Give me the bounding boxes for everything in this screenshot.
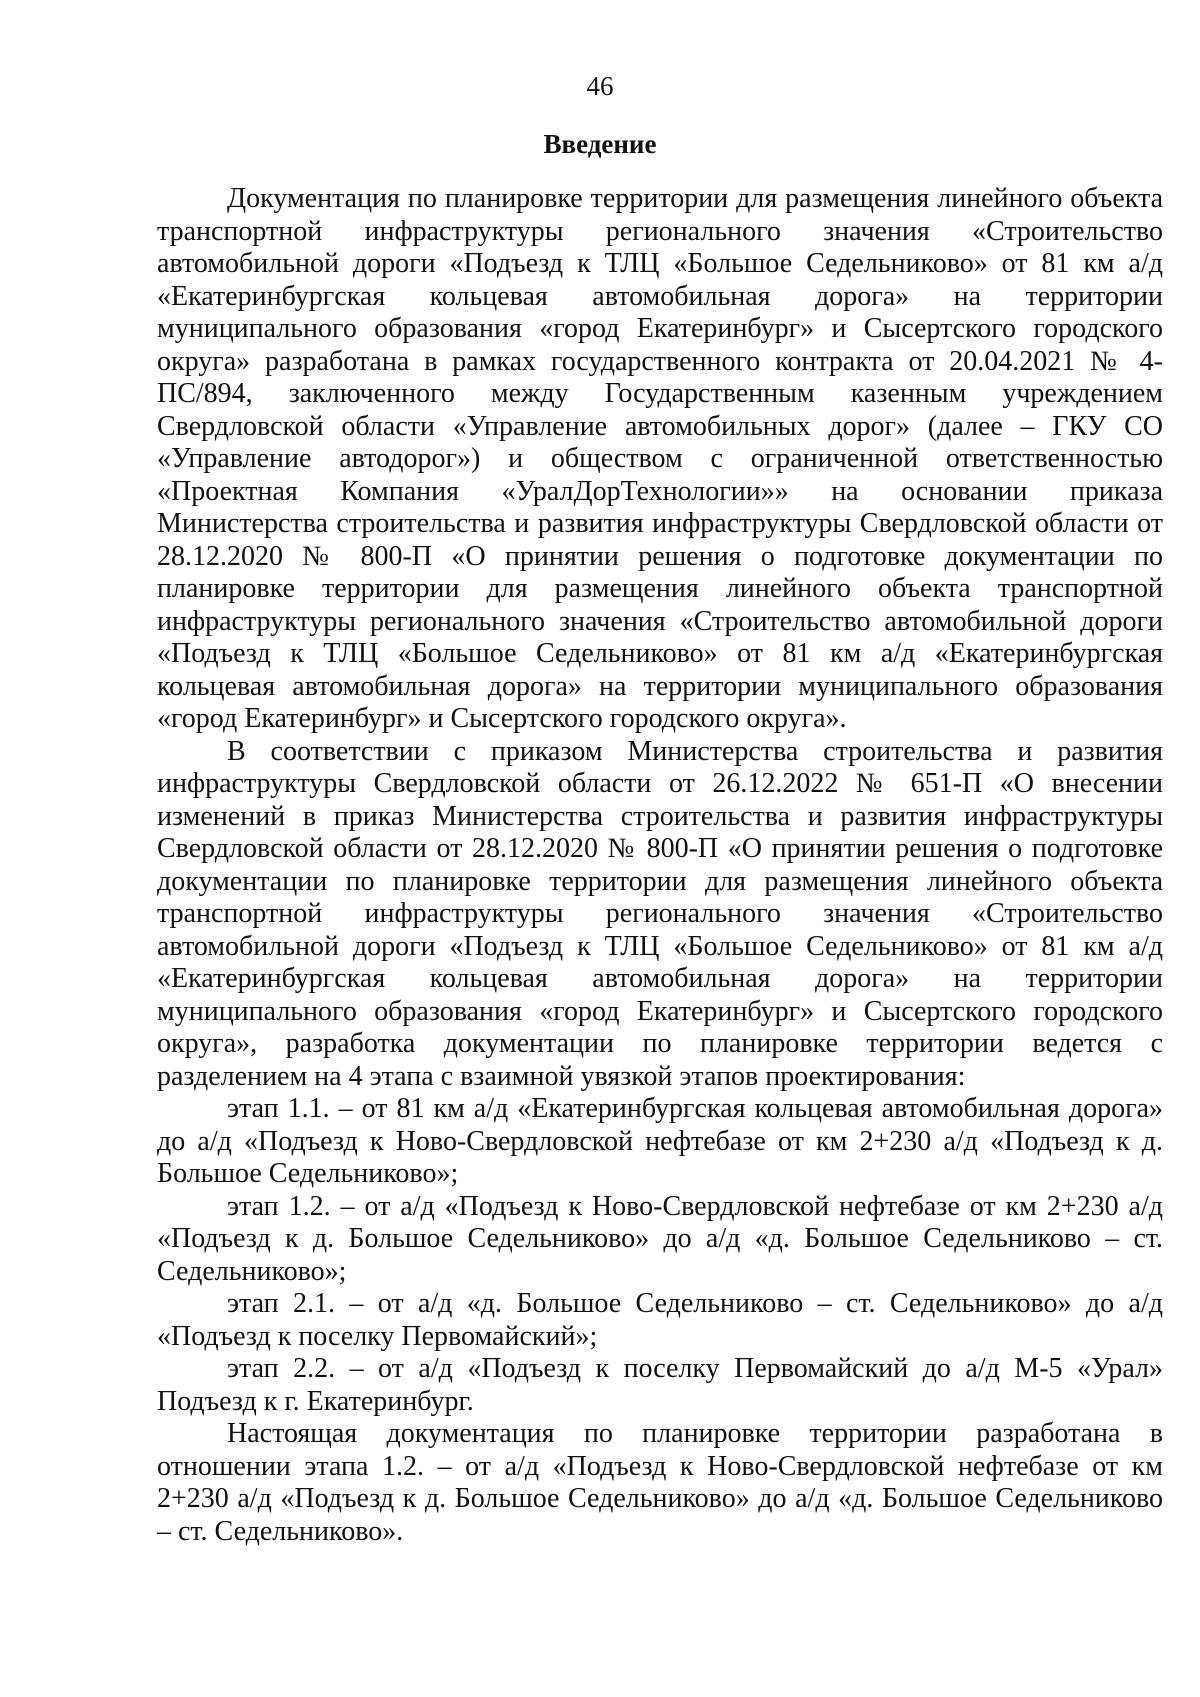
list-item-stage-1-2: этап 1.2. – от а/д «Подъезд к Ново-Свердловской нефтебазе от км 2+230 а/д «Подъезд к д. Большое Седельниково» до а/д «д. Большое Седельниково – ст. Седельниково»;	[157, 1190, 1163, 1287]
list-item-stage-2-2: этап 2.2. – от а/д «Подъезд к поселку Первомайский до а/д М-5 «Урал» Подъезд к г. Екатеринбург.	[157, 1353, 1163, 1417]
page-title: Введение	[543, 129, 657, 159]
list-item-stage-1-1: этап 1.1. – от 81 км а/д «Екатеринбургская кольцевая автомобильная дорога» до а/д «Подъезд к Ново-Свердловской нефтебазе от км 2+230 а/д «Подъезд к д. Большое Седельниково»;	[157, 1093, 1163, 1189]
list-item-stage-2-1: этап 2.1. – от а/д «д. Большое Седельниково – ст. Седельниково» до а/д «Подъезд к поселку Первомайский»;	[157, 1288, 1163, 1352]
paragraph-intro: Документация по планировке территории для размещения линейного объекта транспортной инфраструктуры регионального значения «Строительство автомобильной дороги «Подъезд к ТЛЦ «Большое Седельниково» от 81 км а/д «Екатеринбургская кольцевая автомобильная дорога» на территории муниципального образования «город Екатеринбург» и Сысертского городского округа» разработана в рамках государственного контракта от 20.04.2021 № 4-ПС/894, заключенного между Государственным казенным учреждением Свердловской области «Управление автомобильных дорог» (далее – ГКУ СО «Управление автодорог») и обществом с ограниченной ответственностью «Проектная Компания «УралДорТехнологии»» на основании приказа Министерства строительства и развития инфраструктуры Свердловской области от 28.12.2020 № 800-П «О принятии решения о подготовке документации по планировке территории для размещения линейного объекта транспортной инфраструктуры регионального значения «Строительство автомобильной дороги «Подъезд к ТЛЦ «Большое Седельниково» от 81 км а/д «Екатеринбургская кольцевая автомобильная дорога» на территории муниципального образования «город Екатеринбург» и Сысертского городского округа».	[157, 183, 1163, 734]
document-body	[157, 183, 1163, 1548]
page-number: 46	[586, 71, 614, 101]
paragraph-conclusion: Настоящая документация по планировке территории разработана в отношении этапа 1.2. – от а/д «Подъезд к Ново-Свердловской нефтебазе от км 2+230 а/д «Подъезд к д. Большое Седельниково» до а/д «д. Большое Седельниково – ст. Седельниково».	[157, 1418, 1163, 1547]
paragraph-stages-intro: В соответствии с приказом Министерства строительства и развития инфраструктуры Свердловской области от 26.12.2022 № 651-П «О внесении изменений в приказ Министерства строительства и развития инфраструктуры Свердловской области от 28.12.2020 № 800-П «О принятии решения о подготовке документации по планировке территории для размещения линейного объекта транспортной инфраструктуры регионального значения «Строительство автомобильной дороги «Подъезд к ТЛЦ «Большое Седельниково» от 81 км а/д «Екатеринбургская кольцевая автомобильная дорога» на территории муниципального образования «город Екатеринбург» и Сысертского городского округа», разработка документации по планировке территории ведется с разделением на 4 этапа с взаимной увязкой этапов проектирования:	[157, 735, 1163, 1092]
